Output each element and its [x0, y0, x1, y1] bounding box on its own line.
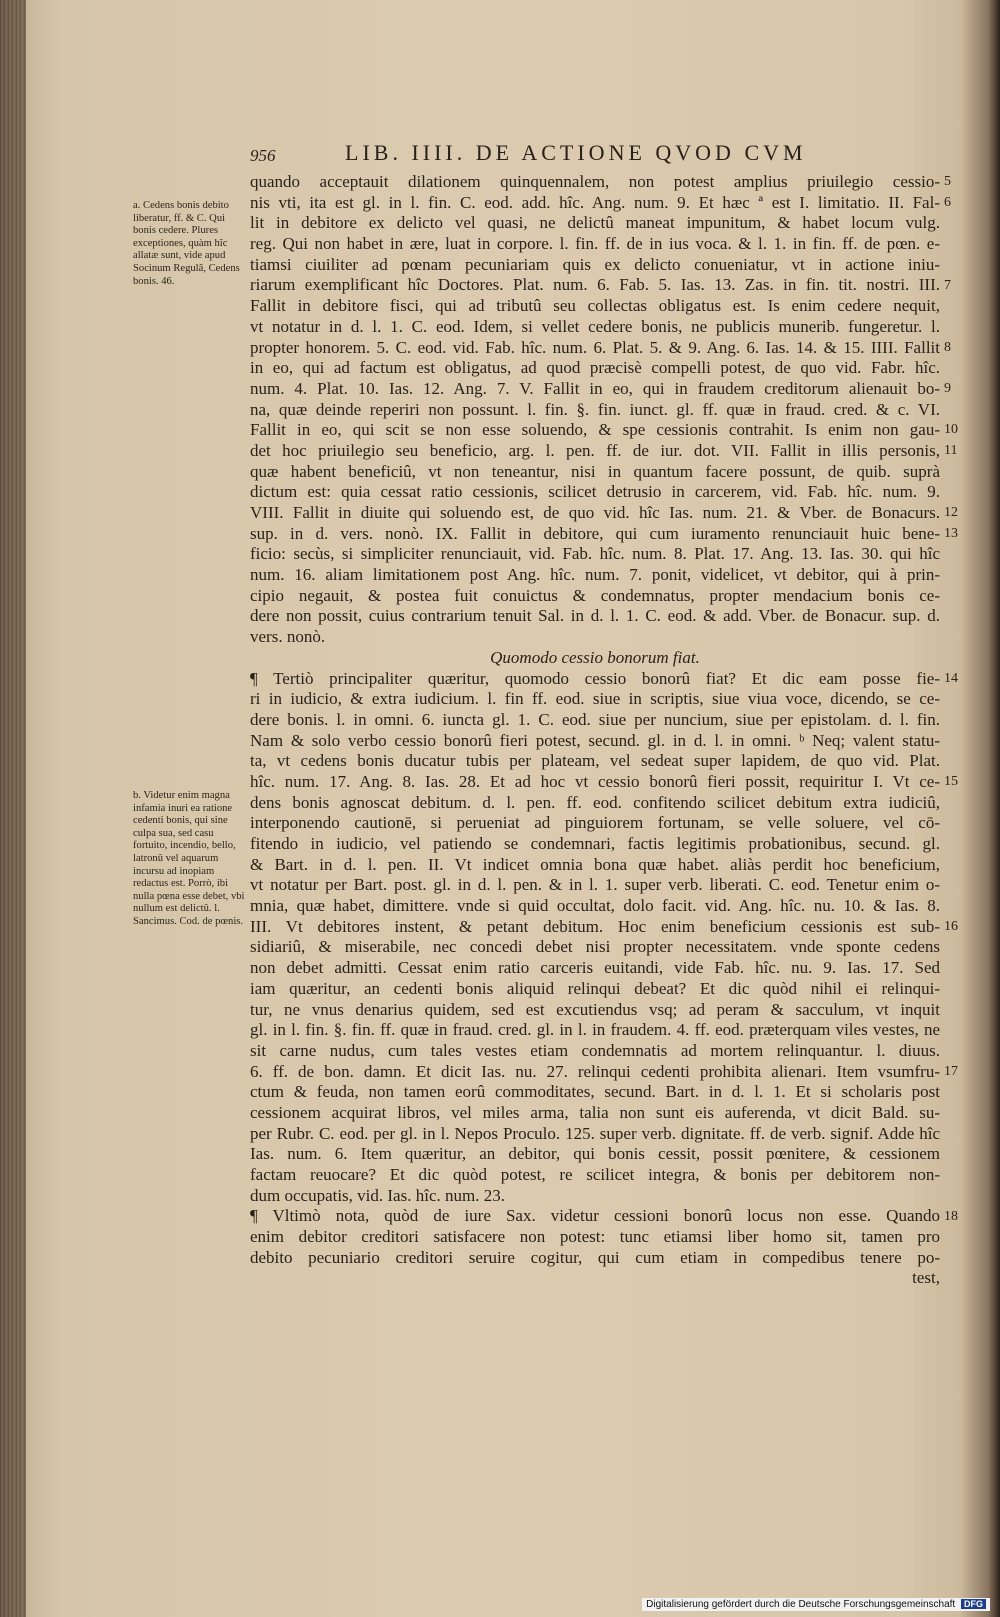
text-line: ficio: secùs, si simpliciter renunciauit, vid. Fab. hîc. num. 8. Plat. 17. Ang. 13. Ias. 30. qui hîc	[250, 544, 940, 564]
margin-line-number: 8	[944, 339, 951, 355]
text-line: na, quæ deinde reperiri non possunt. l. fin. §. fin. iunct. gl. ff. quæ in fraud. cred. & c. VI.	[250, 399, 940, 419]
text-line: tur, ne vnus denarius quidem, sed est excutiendus vsq; ad peram & sacculum, vt inquit	[250, 999, 940, 1019]
text-line: in eo, qui ad factum est obligatus, ad quod præcisè compelli potest, de quo vid. Fabr. hîc.	[250, 358, 940, 378]
running-title: LIB. IIII. DE ACTIONE QVOD CVM	[345, 140, 807, 165]
text-line: interponendo cautionē, si perueniat ad pinguiorem fortunam, se velle soluere, vel cō-	[250, 813, 940, 833]
footer-text: Digitalisierung gefördert durch die Deutsche Forschungsgemeinschaft	[646, 1599, 956, 1610]
text-line: quæ habent beneficiû, vt non teneantur, nisi in quantum facere possunt, de quib. suprà	[250, 461, 940, 481]
text-line: det hoc priuilegio seu beneficio, arg. l. pen. ff. de iur. dot. VII. Fallit in illis personis,	[250, 440, 940, 460]
text-line: dere non possit, cuius contrarium tenuit Sal. in d. l. 1. C. eod. & add. Vber. de Bonacur. sup. d.	[250, 606, 940, 626]
text-line: Fallit in eo, qui scit se non esse soluendo, & spe cessionis contrahit. Is enim non gau-	[250, 420, 940, 440]
text-line: sidiariû, & miserabile, nec concedi debet nisi propter necessitatem. vnde sponte cedens	[250, 937, 940, 957]
dfg-logo: DFG	[961, 1599, 986, 1609]
text-line: riarum exemplificant hîc Doctores. Plat. num. 6. Fab. 5. Ias. 13. Zas. in fin. tit. nostri. III.	[250, 275, 940, 295]
margin-line-number: 13	[944, 525, 958, 541]
body-text	[250, 172, 940, 1289]
text-line: lit in debitore ex delicto vel quasi, ne delictû maneat impunitum, & habet locum vulg.	[250, 213, 940, 233]
text-line: dum occupatis, vid. Ias. hîc. num. 23.	[250, 1185, 505, 1205]
text-line: fitendo in iudicio, vel patiendo se condemnari, factis legitimis probationibus, secund. gl.	[250, 834, 940, 853]
text-line: sup. in d. vers. nonò. IX. Fallit in debitore, qui cum iuramento renunciauit huic bene-	[250, 523, 940, 543]
text-line: Fallit in debitore fisci, qui ad tributû seu collectas obligatus est. Is enim cedere nequit,	[250, 296, 940, 316]
margin-line-number: 11	[944, 443, 958, 459]
text-line: iam quæritur, an cedenti bonis aliquid relinqui debeat? Et dic quòd nihil ei relinqui-	[250, 978, 940, 998]
text-line: tiamsi ciuiliter ad pœnam pecuniariam quis ex delicto conueniatur, vt in actione iniu-	[250, 254, 940, 274]
text-line: VIII. Fallit in diuite qui soluendo est, de quo vid. hîc Ias. num. 21. & Vber. de Bonacurs.	[250, 503, 940, 522]
text-line: hîc. num. 17. Ang. 8. Ias. 28. Et ad hoc vt cessio bonorû fieri possit, requiritur I. Vt ce-	[250, 771, 940, 791]
text-line: gl. in l. fin. §. fin. ff. quæ in fraud. cred. gl. in l. in fraudem. 4. ff. eod. præterquam viles vestes, ne	[250, 1020, 940, 1040]
text-line: vers. nonò.	[250, 627, 326, 647]
book-gutter	[0, 0, 26, 1617]
margin-line-number: 10	[944, 422, 958, 438]
page-header	[250, 140, 950, 170]
text-line: dens bonis agnoscat debitum. d. l. pen. ff. eod. confitendo scilicet debitum extra iudiciû,	[250, 792, 940, 812]
text-line: debito pecuniario creditori seruire cogitur, qui cum etiam in compedibus tenere po-	[250, 1247, 940, 1267]
margin-note-a: a. Cedens bonis debito liberatur, ff. & C. Qui bonis cedere. Plures exceptiones, quàm hîc allatæ sunt, vide apud Socinum Regulâ, Cedens bonis. 46.	[133, 200, 240, 287]
text-line: vt notatur per Bart. post. gl. in d. l. pen. & in l. 1. super verb. liberati. C. eod. Tenetur enim o-	[250, 875, 940, 895]
text-line: enim debitor creditori satisfacere non potest: tunc etiamsi liber homo sit, tamen pro	[250, 1227, 940, 1247]
text-line: III. Vt debitores instent, & petant debitum. Hoc enim beneficium cessionis est sub-	[250, 916, 940, 936]
margin-line-number: 15	[944, 774, 958, 790]
margin-line-number: 16	[944, 919, 958, 935]
text-line: ¶ Vltimò nota, quòd de iure Sax. videtur cessioni bonorû locus non esse. Quando	[250, 1206, 940, 1226]
margin-line-number: 12	[944, 505, 958, 521]
text-line: 6. ff. de bon. damn. Et dicit Ias. nu. 27. relinqui cedenti prohibita alienari. Item vsumfru-	[250, 1061, 940, 1081]
margin-note-b: b. Videtur enim magna infamia inuri ea ratione cedenti bonis, qui sine culpa sua, sed casu fortuito, incendio, bello, latronû vel aquarum incursu ad inopiam redactus est. Porrò, ibi nulla pœna esse debet, vbi nullum est delictû. l. Sancimus. Cod. de pœnis.	[133, 790, 245, 927]
margin-line-number: 6	[944, 194, 951, 210]
text-line: ta, vt cedens bonis ducatur tubis per plateam, vel sedeat super lapidem, de quo vid. Plat.	[250, 751, 940, 771]
margin-line-number: 18	[944, 1209, 958, 1224]
text-line: quando acceptauit dilationem quinquennalem, non potest amplius priuilegio cessio-	[250, 172, 940, 191]
text-line: nis vti, ita est gl. in l. fin. C. eod. add. hîc. Ang. num. 9. Et hæc ª est I. limitatio. II. Fal-	[250, 192, 940, 212]
text-line: cessionem acquirat libros, vel miles arma, talia non sunt eis auferenda, vt dicit Bald. su-	[250, 1102, 940, 1122]
text-line: mnia, quæ habet, dimittere. vnde si quid occultat, dolo facit. vid. Ang. hîc. nu. 10. & Ias. 8.	[250, 896, 940, 916]
digitization-footer	[642, 1598, 990, 1611]
margin-line-number: 5	[944, 174, 951, 189]
text-line: reg. Qui non habet in ære, luat in corpore. l. fin. ff. de in ius voca. & l. 1. in fin. ff. de pœn. e-	[250, 234, 940, 254]
text-line: cipio negauit, & postea fuit conuictus & condemnatus, propter mendacium bonis ce-	[250, 585, 940, 605]
margin-line-number: 7	[944, 277, 951, 293]
text-line: propter honorem. 5. C. eod. vid. Fab. hîc. num. 6. Plat. 5. & 9. Ang. 6. Ias. 14. & 15. IIII. Fallit	[250, 337, 940, 357]
text-line: vt notatur in d. l. 1. C. eod. Idem, si vellet cedere bonis, ne publicis munerib. fungeretur. l.	[250, 316, 940, 336]
text-line: ctum & feuda, non tamen eorû commoditates, secund. Bart. in d. l. 1. Et si scholaris post	[250, 1082, 940, 1102]
text-line: test,	[912, 1268, 940, 1288]
text-line: sit carne nudus, cum tales vestes etiam condemnatis ad mortem relinquantur. l. diuus.	[250, 1040, 940, 1060]
section-heading: Quomodo cessio bonorum fiat.	[490, 647, 700, 667]
text-line: num. 16. aliam limitationem post Ang. hîc. num. 7. ponit, videlicet, vt debitor, qui à prin-	[250, 565, 940, 585]
text-line: dere bonis. l. in omni. 6. iuncta gl. 1. C. eod. siue per nuncium, siue per epistolam. d. l. fin.	[250, 709, 940, 729]
text-line: non debet admitti. Cessat enim ratio carceris euitandi, vide Fab. hîc. nu. 9. Ias. 17. Sed	[250, 958, 940, 978]
text-line: Ias. num. 6. Item quæritur, an debitor, qui bonis cessit, possit pœnitere, & cessionem	[250, 1144, 940, 1164]
text-line: per Rubr. C. eod. per gl. in l. Nepos Proculo. 125. super verb. dignitate. ff. de verb. signif. Adde hîc	[250, 1123, 940, 1143]
text-line: ¶ Tertiò principaliter quæritur, quomodo cessio bonorû fiat? Et dic eam posse fie-	[250, 668, 940, 688]
text-line: num. 4. Plat. 10. Ias. 12. Ang. 7. V. Fallit in eo, qui in fraudem creditorum alienauit bo-	[250, 378, 940, 398]
text-line: ri in iudicio, & extra iudicium. l. fin ff. eod. siue in scriptis, siue viua voce, dicendo, se ce-	[250, 689, 940, 709]
margin-line-number: 17	[944, 1064, 958, 1080]
folio-number: 956	[250, 146, 276, 165]
margin-line-number: 9	[944, 381, 951, 396]
margin-line-number: 14	[944, 670, 958, 686]
text-line: Nam & solo verbo cessio bonorû fieri potest, secund. gl. in d. l. in omni. ᵇ Neq; valent statu-	[250, 730, 940, 750]
text-line: dictum est: quia cessat ratio cessionis, scilicet detrusio in carcerem, vid. Fab. hîc. num. 9.	[250, 482, 940, 502]
text-line: & Bart. in d. l. pen. II. Vt indicet omnia bona quæ habet. aliàs perdit hoc beneficium,	[250, 854, 940, 874]
text-line: factam reuocare? Et dic quòd potest, re scilicet integra, & bonis per debitorem non-	[250, 1165, 940, 1184]
